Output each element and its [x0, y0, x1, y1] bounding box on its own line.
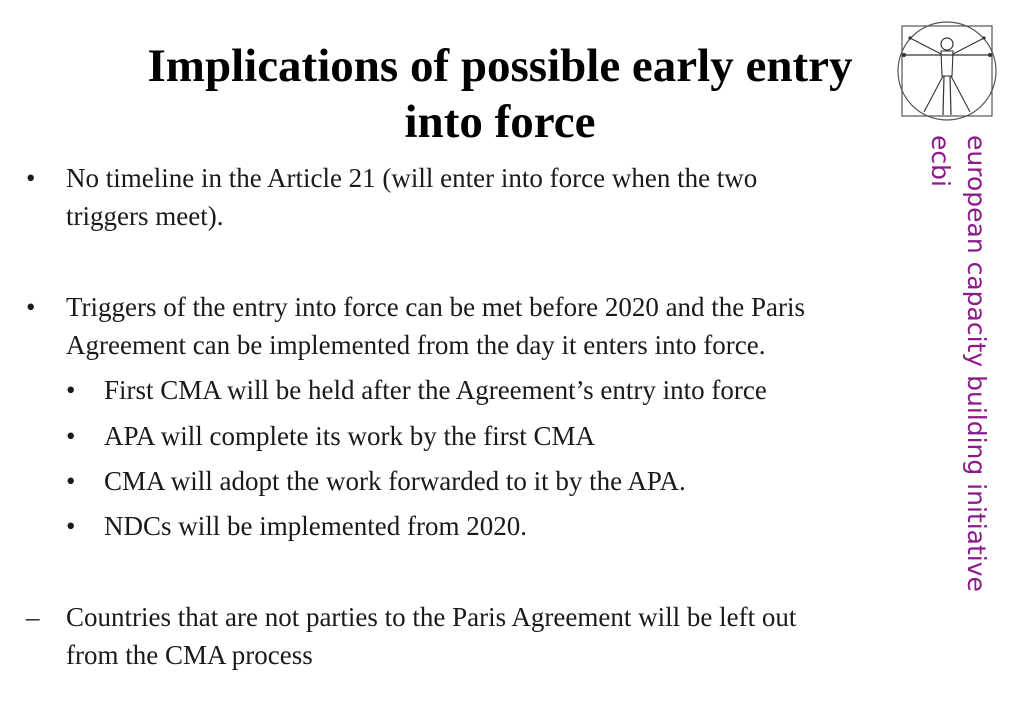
sub-bullet-text: NDCs will be implemented from 2020. [104, 511, 527, 541]
bullet-text-line: Triggers of the entry into force can be met before 2020 and the Paris [66, 292, 806, 322]
dash-text-line: Countries that are not parties to the Paris Agreement will be left out [66, 602, 797, 632]
org-name: european capacity building initiative [962, 135, 991, 592]
slide-title-line-1: Implications of possible early entry [147, 40, 853, 92]
bullet-marker: • [26, 163, 36, 193]
bullet-marker: • [26, 292, 36, 322]
org-tagline [914, 135, 1004, 645]
dash-marker: – [26, 602, 40, 632]
sub-bullet-marker: • [66, 375, 76, 405]
sub-bullet-marker: • [66, 511, 76, 541]
dash-text-line: from the CMA process [66, 640, 313, 670]
sub-bullet-marker: • [66, 421, 76, 451]
org-acronym: ecbi [926, 135, 955, 187]
bullet-text-line: Agreement can be implemented from the day it enters into force. [66, 330, 766, 360]
sub-bullet-text: APA will complete its work by the first CMA [104, 421, 595, 451]
slide-title-line-2: into force [404, 96, 596, 148]
vitruvian-man-icon [894, 18, 1000, 124]
bullet-text-line: triggers meet). [66, 201, 224, 231]
sub-bullet-marker: • [66, 466, 76, 496]
bullet-text-line: No timeline in the Article 21 (will enter into force when the two [66, 163, 758, 193]
sub-bullet-text: First CMA will be held after the Agreement’s entry into force [104, 375, 767, 405]
sub-bullet-text: CMA will adopt the work forwarded to it by the APA. [104, 466, 686, 496]
